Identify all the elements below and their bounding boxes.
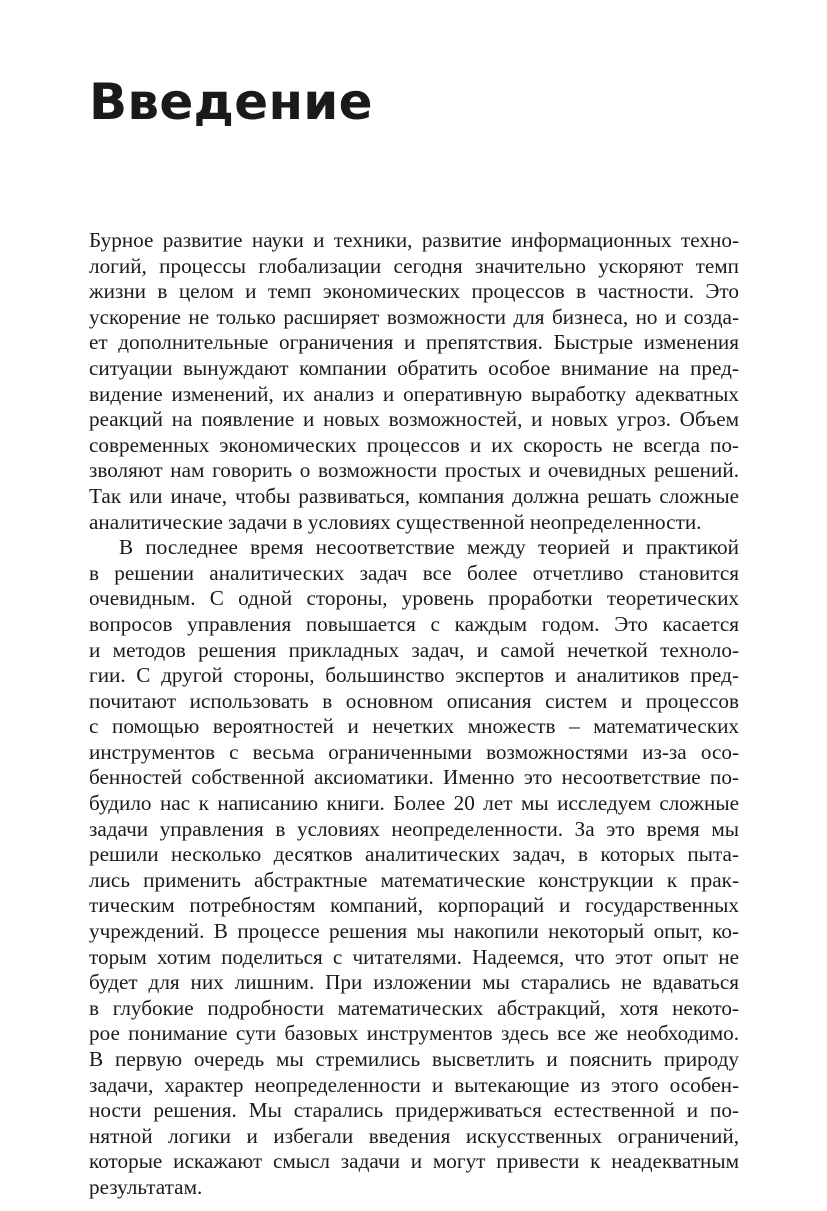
paragraph-1 [89,228,739,535]
body-text [89,228,739,1201]
text-line: учреждений. В процессе решения мы накопили некоторый опыт, ко- [89,919,739,944]
text-line: которые искажают смысл задачи и могут привести к неадекватным [89,1149,739,1174]
text-line: видение изменений, их анализ и оперативную выработку адекватных [89,381,739,406]
paragraph-2 [89,535,739,1200]
text-line: результатам. [89,1174,203,1199]
text-line: нятной логики и избегали введения искусственных ограничений, [89,1123,739,1148]
text-line: логий, процессы глобализации сегодня значительно ускоряют темп [89,253,739,278]
text-line: вопросов управления повышается с каждым годом. Это касается [89,611,739,636]
text-line: Бурное развитие науки и техники, развитие информационных техно- [89,228,739,252]
text-line: торым хотим поделиться с читателями. Надеемся, что этот опыт не [89,944,739,969]
text-line: рое понимание сути базовых инструментов здесь все же необходимо. [89,1021,739,1046]
text-line: ситуации вынуждают компании обратить особое внимание на пред- [89,355,739,380]
text-line: ет дополнительные ограничения и препятствия. Быстрые изменения [89,330,739,355]
text-line: задачи управления в условиях неопределенности. За это время мы [89,816,739,841]
text-line: очевидным. С одной стороны, уровень проработки теоретических [89,586,739,611]
text-line: будет для них лишним. При изложении мы старались не вдаваться [89,970,739,995]
text-line: зволяют нам говорить о возможности простых и очевидных решений. [89,458,739,483]
text-line: ности решения. Мы старались придерживаться естественной и по- [89,1098,739,1123]
page [89,70,739,1201]
text-line: Так или иначе, чтобы развиваться, компания должна решать сложные [89,483,739,508]
text-line: решили несколько десятков аналитических задач, в которых пыта- [89,842,739,867]
text-line: с помощью вероятностей и нечетких множеств – математических [89,714,739,739]
text-line: будило нас к написанию книги. Более 20 лет мы исследуем сложные [89,791,739,816]
text-line: В последнее время несоответствие между теорией и практикой [119,535,739,560]
text-line: гии. С другой стороны, большинство экспертов и аналитиков пред- [89,663,739,688]
text-line: современных экономических процессов и их скорость не всегда по- [89,432,739,457]
text-line: тическим потребностям компаний, корпораций и государственных [89,893,739,918]
text-line: инструментов с весьма ограниченными возможностями из-за осо- [89,739,739,764]
text-line: аналитические задачи в условиях существенной неопределенности. [89,509,702,534]
text-line: в решении аналитических задач все более отчетливо становится [89,560,739,585]
text-line: жизни в целом и темп экономических процессов в частности. Это [89,279,739,304]
text-line: лись применить абстрактные математические конструкции к прак- [89,867,739,892]
text-line: почитают использовать в основном описания систем и процессов [89,688,739,713]
text-line: задачи, характер неопределенности и вытекающие из этого особен- [89,1072,739,1097]
text-line: ускорение не только расширяет возможности для бизнеса, но и созда- [89,304,739,329]
text-line: В первую очередь мы стремились высветлить и пояснить природу [89,1047,739,1071]
text-line: реакций на появление и новых возможностей, и новых угроз. Объем [89,407,739,432]
text-line: бенностей собственной аксиоматики. Именно это несоответствие по- [89,765,739,790]
text-line: в глубокие подробности математических абстракций, хотя некото- [89,995,739,1020]
text-line: и методов решения прикладных задач, и самой нечеткой техноло- [89,637,739,662]
page-title: Введение [89,73,373,131]
